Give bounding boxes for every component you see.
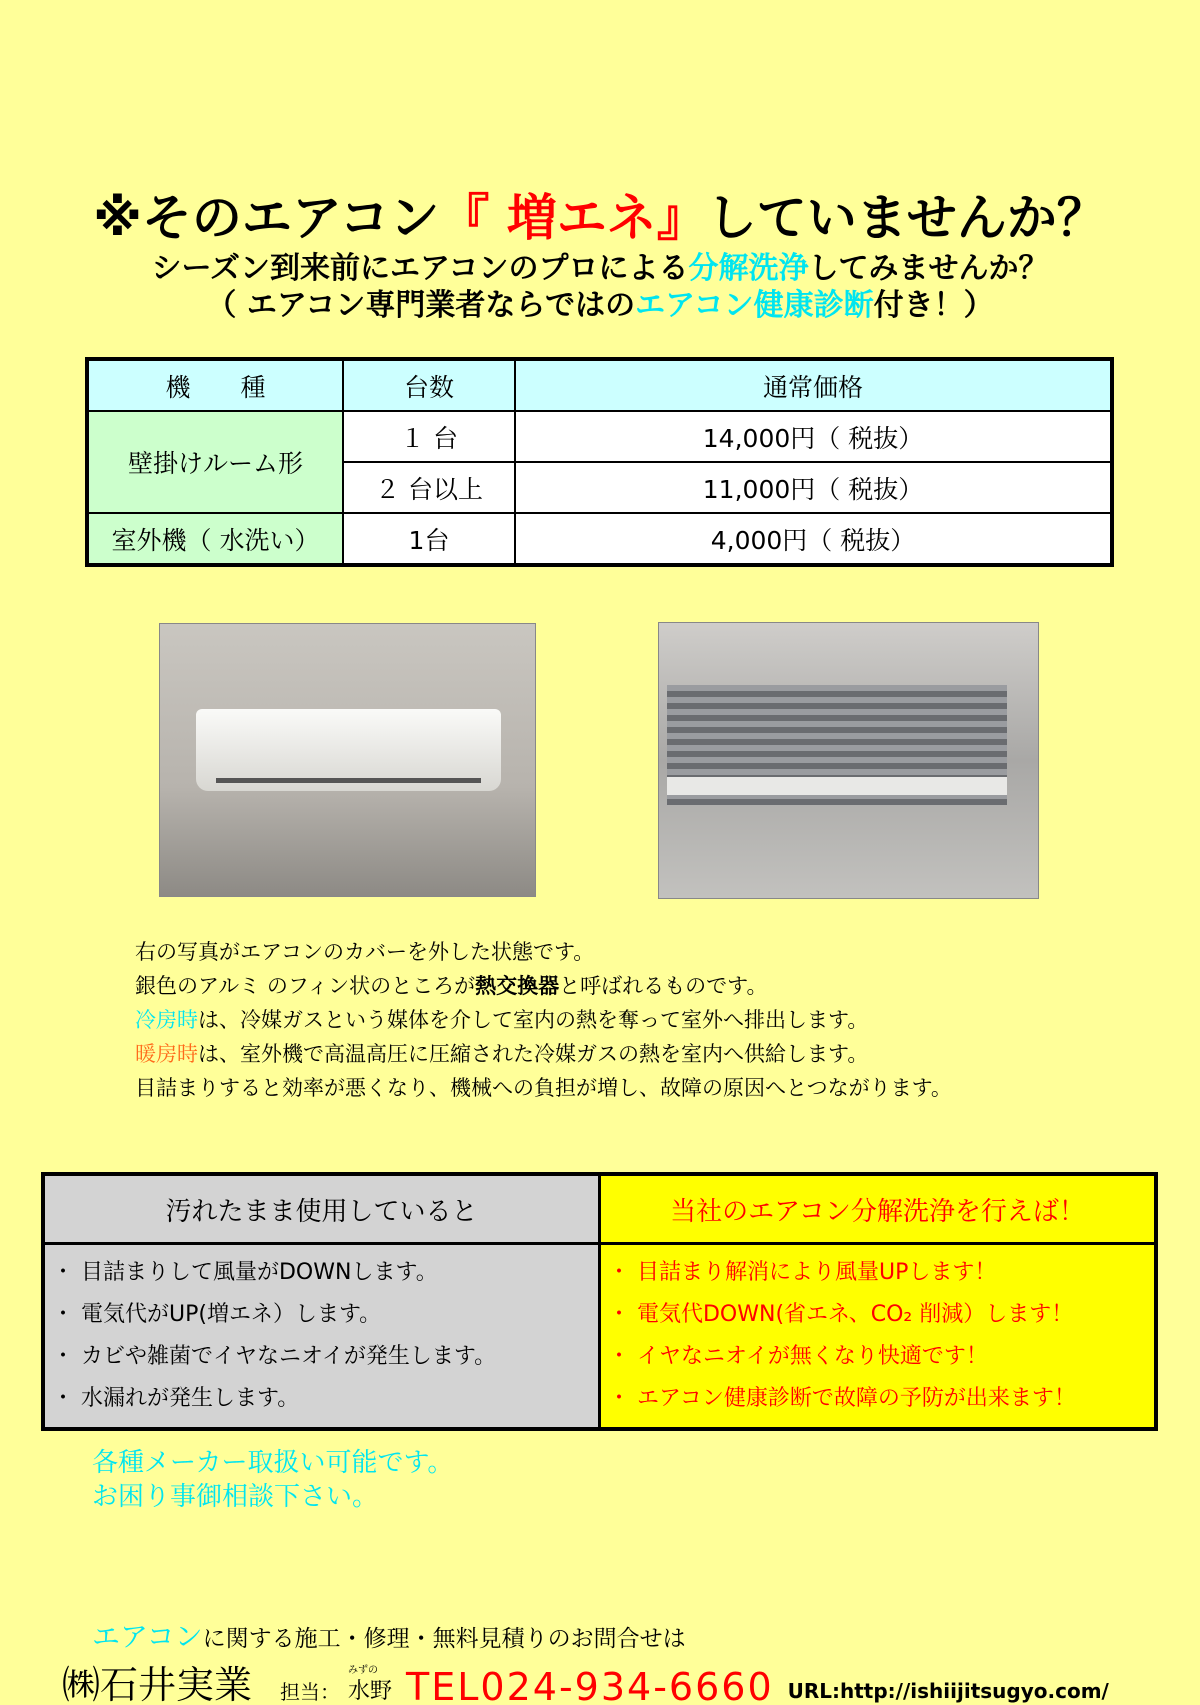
subtitle-highlight: エアコン健康診断 xyxy=(635,288,874,323)
contact-person xyxy=(348,1665,393,1705)
photo-heat-exchanger xyxy=(658,622,1039,899)
bold-term: 熱交換器 xyxy=(475,974,560,998)
price-cell: 14,000円（ 税抜） xyxy=(515,411,1112,462)
text: 銀色のアルミ のフィン状のところが xyxy=(135,974,476,998)
headline-suffix: していませんか？ xyxy=(706,189,1107,247)
count-cell: ２ 台以上 xyxy=(343,462,515,513)
contact-label: 担当： xyxy=(280,1680,341,1704)
header-cell: 機 種 xyxy=(87,359,343,411)
inquiry-highlight: エアコン xyxy=(92,1620,203,1653)
price-cell: 11,000円（ 税抜） xyxy=(515,462,1112,513)
comparison-table xyxy=(41,1172,1158,1431)
maker-line: 各種メーカー取扱い可能です。 xyxy=(92,1448,454,1478)
text: は、冷媒ガスという媒体を介して室内の熱を奪って室外へ排出します。 xyxy=(198,1008,869,1032)
contact-line xyxy=(62,1654,1109,1705)
description-line xyxy=(135,1037,952,1071)
inquiry-line xyxy=(92,1615,686,1655)
list-item: ・ 電気代DOWN(省エネ、CO₂ 削減）します！ xyxy=(608,1302,1074,1327)
description-line xyxy=(135,969,952,1003)
count-cell: 1台 xyxy=(343,513,515,565)
website-url[interactable]: URL:http://ishiijitsugyo.com/ xyxy=(787,1679,1109,1703)
left-header: 汚れたまま使用していると xyxy=(43,1174,600,1244)
list-item: ・ エアコン健康診断で故障の予防が出来ます！ xyxy=(608,1386,1076,1411)
subtitle-text: してみませんか？ xyxy=(808,251,1049,286)
table-header-row xyxy=(87,359,1112,411)
subtitle-text: シーズン到来前にエアコンのプロによる xyxy=(151,251,689,286)
contact-name: 水野 xyxy=(348,1679,393,1704)
phone-number[interactable]: TEL024-934-6660 xyxy=(406,1665,774,1705)
list-item: ・ イヤなニオイが無くなり快適です！ xyxy=(608,1344,988,1369)
list-item: ・ 水漏れが発生します。 xyxy=(52,1386,300,1411)
subtitle-text: 付き！） xyxy=(873,288,994,323)
table-row xyxy=(87,411,1112,462)
list-item: ・ 目詰まり解消により風量UPします！ xyxy=(608,1260,997,1285)
subtitle-2 xyxy=(0,280,1200,324)
right-header: 当社のエアコン分解洗浄を行えば！ xyxy=(600,1174,1157,1244)
description-line: 右の写真がエアコンのカバーを外した状態です。 xyxy=(135,940,595,964)
photo-air-conditioner xyxy=(159,623,536,897)
header-cell: 通常価格 xyxy=(515,359,1112,411)
type-cell: 壁掛けルーム形 xyxy=(87,411,343,513)
left-list xyxy=(43,1244,600,1430)
heating-term: 暖房時 xyxy=(135,1042,198,1066)
header-cell: 台数 xyxy=(343,359,515,411)
price-table xyxy=(85,357,1114,567)
type-cell: 室外機（ 水洗い） xyxy=(87,513,343,565)
maker-note xyxy=(92,1446,453,1514)
list-item: ・ 目詰まりして風量がDOWNします。 xyxy=(52,1260,438,1285)
description-line xyxy=(135,1003,952,1037)
list-item: ・ カビや雑菌でイヤなニオイが発生します。 xyxy=(52,1344,497,1369)
text: と呼ばれるものです。 xyxy=(559,974,768,998)
description xyxy=(135,935,952,1105)
price-cell: 4,000円（ 税抜） xyxy=(515,513,1112,565)
subtitle-text: （ エアコン専門業者ならではの xyxy=(206,288,636,323)
inquiry-text: に関する施工・修理・無料見積りのお問合せは xyxy=(202,1626,686,1652)
contact-ruby: みずの xyxy=(348,1665,379,1676)
text: は、室外機で高温高圧に圧縮された冷媒ガスの熱を室内へ供給します。 xyxy=(198,1042,869,1066)
right-list xyxy=(600,1244,1157,1430)
headline-highlight: 『 増エネ』 xyxy=(439,189,707,247)
list-item: ・ 電気代がUP(増エネ）します。 xyxy=(52,1302,382,1327)
description-line: 目詰まりすると効率が悪くなり、機械への負担が増し、故障の原因へとつながります。 xyxy=(135,1076,952,1100)
cooling-term: 冷房時 xyxy=(135,1008,198,1032)
headline-prefix: ※そのエアコン xyxy=(93,189,440,247)
company-name: ㈱石井実業 xyxy=(62,1663,253,1705)
maker-line: お困り事御相談下さい。 xyxy=(92,1482,379,1512)
table-row xyxy=(87,513,1112,565)
count-cell: １ 台 xyxy=(343,411,515,462)
subtitle-highlight: 分解洗浄 xyxy=(688,251,809,286)
headline xyxy=(0,178,1200,250)
